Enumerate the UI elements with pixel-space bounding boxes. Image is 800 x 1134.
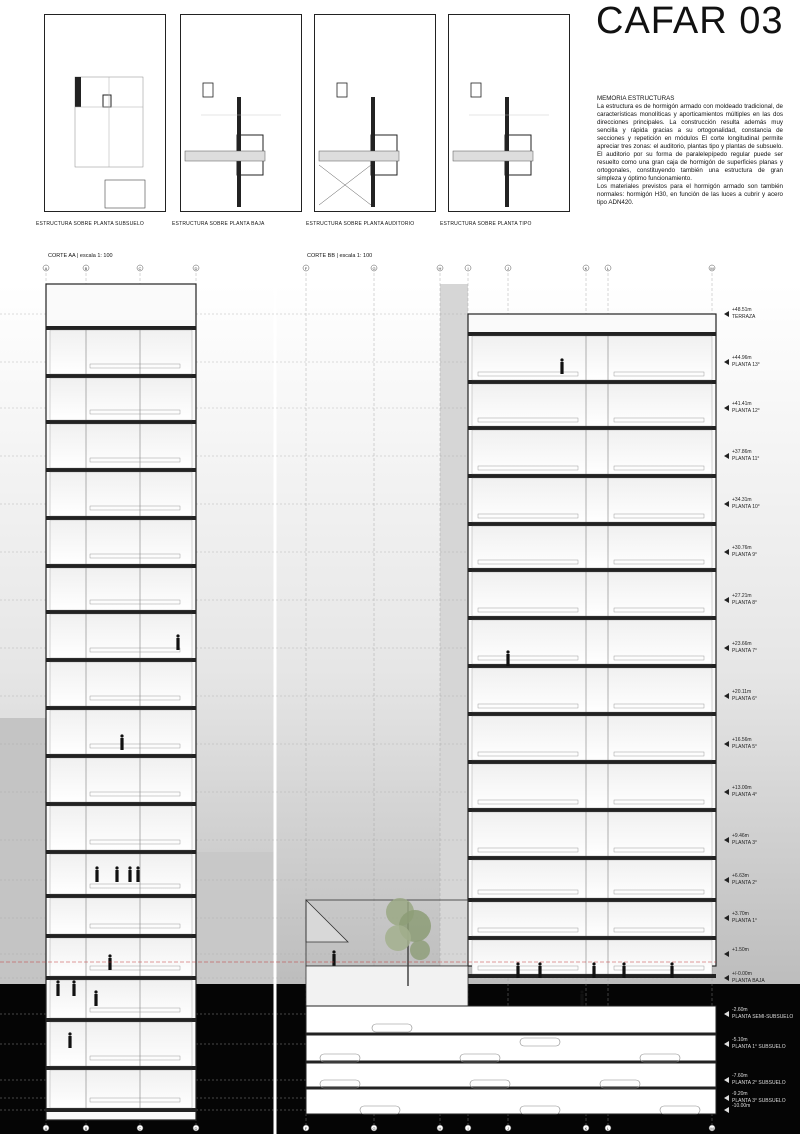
floor-slab [46,420,196,424]
level-name: PLANTA SEMI-SUBSUELO [732,1014,794,1020]
level-name: PLANTA 2° SUBSUELO [732,1080,786,1086]
room [472,526,712,568]
level-name: PLANTA 8° [732,600,757,606]
plan-auditorio-drawing [315,15,435,211]
level-elevation: +3.70m [732,911,749,917]
person-icon [72,980,75,983]
person-icon [580,994,583,1006]
person-icon [506,654,509,666]
level-name: PLANTA 4° [732,792,757,798]
plan-subsuelo-drawing [45,15,165,211]
level-name: PLANTA 10° [732,504,760,510]
person-icon [560,362,563,374]
axis-label: D [194,1126,198,1131]
person-icon [56,984,59,996]
level-elevation: +13.00m [732,785,752,791]
plan-caption: ESTRUCTURA SOBRE PLANTA SUBSUELO [36,221,144,227]
level-elevation: +30.76m [732,545,752,551]
level-elevation: -5.10m [732,1037,748,1043]
floor-slab [46,658,196,662]
plan-subsuelo [36,14,174,227]
level-name: PLANTA 3° SUBSUELO [732,1098,786,1104]
level-name: PLANTA 11° [732,456,760,462]
room [50,662,192,706]
level-name: PLANTA 9° [732,552,757,558]
plan-baja [172,14,310,227]
axis-label: F [304,1126,308,1131]
room [472,336,712,380]
room [50,378,192,420]
axis-label: C [138,266,142,271]
axis-label: G [372,266,376,271]
room [472,940,712,974]
person-icon [120,734,123,737]
person-icon [72,984,75,996]
floor-slab [468,332,716,336]
person-icon [56,980,59,983]
room [50,472,192,516]
person-icon [332,950,335,953]
floor-slab [46,976,196,980]
level-name: PLANTA 7° [732,648,757,654]
room [472,572,712,616]
memoria-heading: MEMORIA ESTRUCTURAS [597,95,675,102]
person-icon [68,1032,71,1035]
level-elevation: +/-0.00m [732,971,752,977]
person-icon [538,962,541,965]
room [50,520,192,564]
level-name: PLANTA 5° [732,744,757,750]
room [50,758,192,802]
person-icon [176,634,179,637]
axis-label: H [438,266,442,271]
neighbour-building-bb [440,284,468,984]
person-icon [108,954,111,957]
person-icon [128,870,131,882]
axis-label: I [467,266,469,271]
floor-slab [46,934,196,938]
person-icon [108,958,111,970]
person-icon [560,358,563,361]
axis-label: D [194,266,198,271]
person-icon [95,866,98,869]
floor-slab [46,850,196,854]
plan-baja-drawing [181,15,301,211]
floor-slab [46,374,196,378]
room [50,806,192,850]
level-name: PLANTA 12° [732,408,760,414]
floor-slab [468,426,716,430]
floor-slab [46,1018,196,1022]
room [472,668,712,712]
floor-slab [468,474,716,478]
neighbour-building-left [0,718,46,984]
plan-auditorio [306,14,444,227]
floor-slab [468,616,716,620]
section-bb-basements [306,1006,716,1114]
floor-slab [46,706,196,710]
axis-label: B [84,266,88,271]
level-elevation: +23.66m [732,641,752,647]
axis-label: L [606,266,610,271]
person-icon [670,966,673,978]
level-elevation: +48.51m [732,307,752,313]
plan-caption: ESTRUCTURA SOBRE PLANTA TIPO [440,221,532,227]
person-icon [592,962,595,965]
section-aa-label: CORTE AA | escala 1: 100 [48,253,113,259]
level-name: PLANTA 6° [732,696,757,702]
plan-tipo-drawing [449,15,569,211]
floor-slab [468,568,716,572]
floor-slab [46,610,196,614]
person-icon [94,994,97,1006]
level-elevation: +20.11m [732,689,752,695]
floor-slab [46,1108,196,1112]
floor-slab [46,1066,196,1070]
room [50,568,192,610]
level-elevation: +37.86m [732,449,752,455]
plan-drawing [44,14,166,212]
person-icon [538,966,541,978]
room [50,330,192,374]
floor-slab [46,802,196,806]
floor-slab [468,856,716,860]
level-name: PLANTA 1° SUBSUELO [732,1044,786,1050]
room [472,902,712,936]
room [50,980,192,1018]
room [50,1070,192,1108]
floor-slab [468,898,716,902]
axis-label: B [84,1126,88,1131]
person-icon [580,990,583,993]
room [50,614,192,658]
level-elevation: -7.60m [732,1073,748,1079]
person-icon [115,866,118,869]
level-elevation: +9.46m [732,833,749,839]
axis-label: M [710,266,714,271]
page-title: CAFAR 03 [596,0,784,42]
level-elevation: +27.21m [732,593,752,599]
floor-slab [46,894,196,898]
person-icon [136,870,139,882]
floor-slab [46,516,196,520]
floor-slab [468,522,716,526]
level-elevation: +16.56m [732,737,752,743]
person-icon [95,870,98,882]
person-icon [622,962,625,965]
floor-slab [46,754,196,758]
floor-slab [468,760,716,764]
room [472,384,712,426]
floor-slab [468,712,716,716]
person-icon [516,962,519,965]
plan-tipo [440,14,578,227]
floor-slab [468,380,716,384]
floor-slab [468,808,716,812]
level-name: PLANTA 3° [732,840,757,846]
room [50,898,192,934]
building-sections [0,262,800,1134]
person-icon [332,954,335,966]
plan-drawing [448,14,570,212]
room [50,424,192,468]
axis-label: J [507,1126,509,1131]
person-icon [136,866,139,869]
axis-label: G [372,1126,376,1131]
room [472,860,712,898]
floor-slab [46,326,196,330]
person-icon [506,650,509,653]
axis-label: M [710,1126,714,1131]
floor-slab [468,664,716,668]
plan-drawing [180,14,302,212]
level-name: PLANTA 2° [732,880,757,886]
axis-label: L [606,1126,610,1131]
floor-slab [46,468,196,472]
section-aa-tower [46,284,196,1120]
level-elevation: -9.20m [732,1091,748,1097]
level-elevation: +1.50m [732,947,749,953]
person-icon [622,966,625,978]
level-name: PLANTA 1° [732,918,757,924]
person-icon [670,962,673,965]
room [472,478,712,522]
room [472,716,712,760]
room [472,812,712,856]
floor-slab [468,936,716,940]
person-icon [115,870,118,882]
person-icon [120,738,123,750]
level-elevation: -10.00m [732,1103,751,1109]
plan-caption: ESTRUCTURA SOBRE PLANTA BAJA [172,221,265,227]
floor-slab [46,564,196,568]
level-name: PLANTA 13° [732,362,760,368]
memoria-paragraph-2: Los materiales previstos para el hormigón armado son también normales: hormigón H30, en función de las luces a cubrir y acero tipo ADN420. [597,183,783,206]
axis-label: C [138,1126,142,1131]
level-name: PLANTA BAJA [732,978,765,984]
person-icon [592,966,595,978]
floor-slab [468,974,716,978]
axis-label: F [304,266,308,271]
room [50,938,192,976]
person-icon [128,866,131,869]
level-elevation: +6.63m [732,873,749,879]
axis-label: I [467,1126,469,1131]
axis-label: A [44,266,48,271]
person-icon [176,638,179,650]
person-icon [516,966,519,978]
axis-label: K [584,1126,588,1131]
plan-drawing [314,14,436,212]
person-icon [94,990,97,993]
axis-label: A [44,1126,48,1131]
axis-label: H [438,1126,442,1131]
level-name: TERRAZA [732,314,756,320]
level-elevation: +41.41m [732,401,752,407]
memoria-estructuras [597,95,783,207]
plan-caption: ESTRUCTURA SOBRE PLANTA AUDITORIO [306,221,415,227]
level-elevation: -2.60m [732,1007,748,1013]
axis-label: J [507,266,509,271]
memoria-paragraph-1: La estructura es de hormigón armado con moldeado tradicional, de características monolíticas y aporticamientos múltiples en las dos direcciones principales. La construcción resulta además muy sencilla y rápida gracias a su ortogonalidad, constancia de secciones y repetición en módulos El corte longitudinal permite apreciar tres zonas: el auditorio, plantas tipo y plantas de subsuelo. El auditorio por su forma de paralelepípedo regular puede ser resuelto como una gran caja de hormigón de superficies planas y ortogonales, constituyendo también una estructura de gran simpleza y óptimo funcionamiento. [597,103,783,182]
level-elevation: +34.31m [732,497,752,503]
room [472,764,712,808]
person-icon [68,1036,71,1048]
level-elevation: +44.96m [732,355,752,361]
section-bb-label: CORTE BB | escala 1: 100 [307,253,373,259]
axis-label: K [584,266,588,271]
room [472,430,712,474]
